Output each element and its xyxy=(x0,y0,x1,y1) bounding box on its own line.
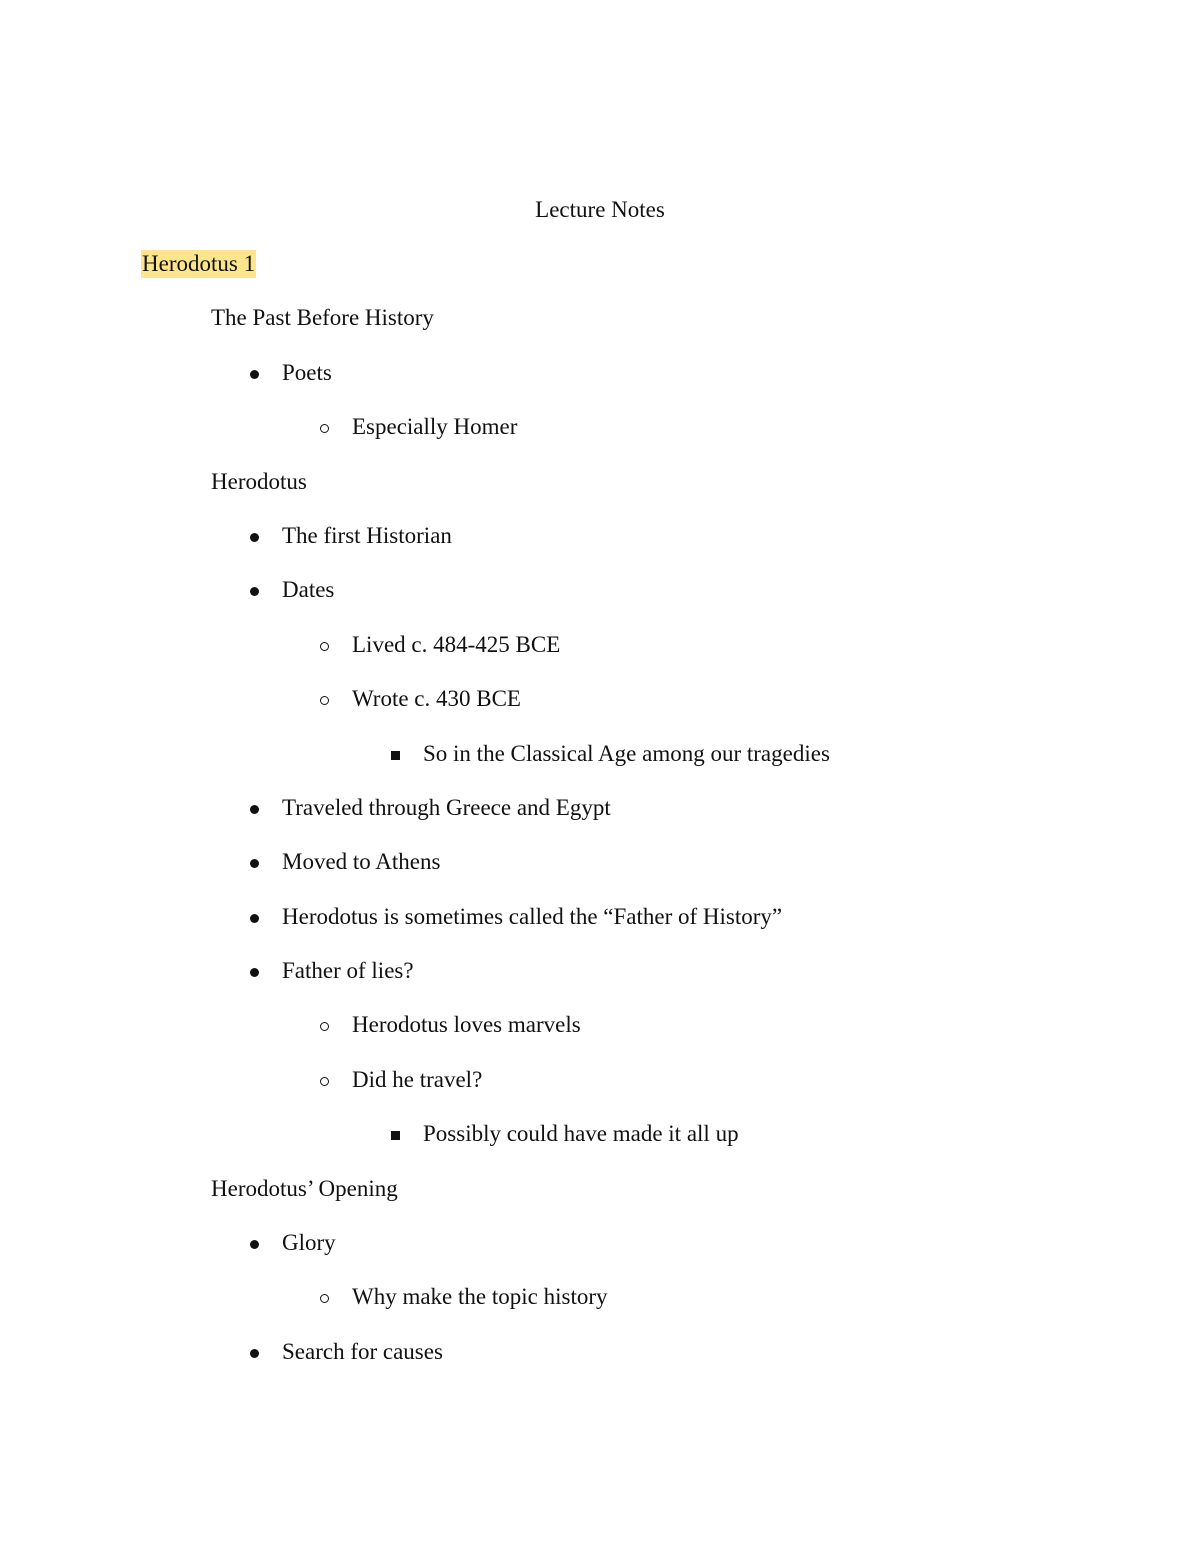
sub-bullet-item-text: Lived c. 484-425 BCE xyxy=(352,631,561,657)
bullet-item-text: Search for causes xyxy=(282,1338,443,1364)
sub-bullet-item-text: Wrote c. 430 BCE xyxy=(352,686,521,712)
bullet-item-text: Traveled through Greece and Egypt xyxy=(282,794,611,820)
bullet-item-text: Herodotus is sometimes called the “Father of History” xyxy=(282,903,783,929)
sub-bullet-item xyxy=(0,1283,1200,1337)
section-heading-text: Herodotus 1 xyxy=(142,251,256,276)
hollow-circle-bullet-icon xyxy=(320,1022,329,1031)
filled-circle-bullet-icon xyxy=(250,533,259,542)
bullet-item xyxy=(0,794,1200,848)
topic-heading-text: The Past Before History xyxy=(211,305,434,331)
hollow-circle-bullet-icon xyxy=(320,696,329,705)
outline-list xyxy=(0,250,1200,1392)
sub-bullet-item-text: Especially Homer xyxy=(352,414,518,440)
bullet-item-text: Dates xyxy=(282,577,335,603)
sub-sub-bullet-item xyxy=(0,1120,1200,1174)
sub-bullet-item xyxy=(0,631,1200,685)
bullet-item xyxy=(0,957,1200,1011)
bullet-item-text: Glory xyxy=(282,1230,336,1256)
topic-heading xyxy=(0,468,1200,522)
bullet-item xyxy=(0,1338,1200,1392)
bullet-item xyxy=(0,848,1200,902)
sub-sub-bullet-item-text: So in the Classical Age among our tragedies xyxy=(423,740,830,766)
sub-bullet-item xyxy=(0,1066,1200,1120)
filled-square-bullet-icon xyxy=(391,751,400,760)
bullet-item-text: Moved to Athens xyxy=(282,849,441,875)
sub-bullet-item xyxy=(0,1011,1200,1065)
bullet-item xyxy=(0,522,1200,576)
filled-circle-bullet-icon xyxy=(250,370,259,379)
sub-bullet-item-text: Did he travel? xyxy=(352,1066,483,1092)
document-title: Lecture Notes xyxy=(535,197,665,222)
sub-bullet-item xyxy=(0,685,1200,739)
sub-sub-bullet-item-text: Possibly could have made it all up xyxy=(423,1121,739,1147)
topic-heading-text: Herodotus’ Opening xyxy=(211,1175,398,1201)
hollow-circle-bullet-icon xyxy=(320,1077,329,1086)
bullet-item-text: Poets xyxy=(282,359,332,385)
sub-bullet-item-text: Why make the topic history xyxy=(352,1284,608,1310)
filled-circle-bullet-icon xyxy=(250,1349,259,1358)
bullet-item-text: Father of lies? xyxy=(282,958,414,984)
topic-heading xyxy=(0,1175,1200,1229)
bullet-item xyxy=(0,359,1200,413)
section-heading xyxy=(0,250,1200,304)
filled-circle-bullet-icon xyxy=(250,859,259,868)
bullet-item xyxy=(0,903,1200,957)
topic-heading xyxy=(0,304,1200,358)
sub-bullet-item-text: Herodotus loves marvels xyxy=(352,1012,581,1038)
filled-circle-bullet-icon xyxy=(250,1240,259,1249)
bullet-item xyxy=(0,576,1200,630)
filled-circle-bullet-icon xyxy=(250,587,259,596)
hollow-circle-bullet-icon xyxy=(320,642,329,651)
topic-heading-text: Herodotus xyxy=(211,468,307,494)
filled-circle-bullet-icon xyxy=(250,914,259,923)
bullet-item xyxy=(0,1229,1200,1283)
sub-sub-bullet-item xyxy=(0,740,1200,794)
hollow-circle-bullet-icon xyxy=(320,424,329,433)
filled-square-bullet-icon xyxy=(391,1131,400,1140)
filled-circle-bullet-icon xyxy=(250,805,259,814)
sub-bullet-item xyxy=(0,413,1200,467)
hollow-circle-bullet-icon xyxy=(320,1294,329,1303)
filled-circle-bullet-icon xyxy=(250,968,259,977)
bullet-item-text: The first Historian xyxy=(282,522,452,548)
